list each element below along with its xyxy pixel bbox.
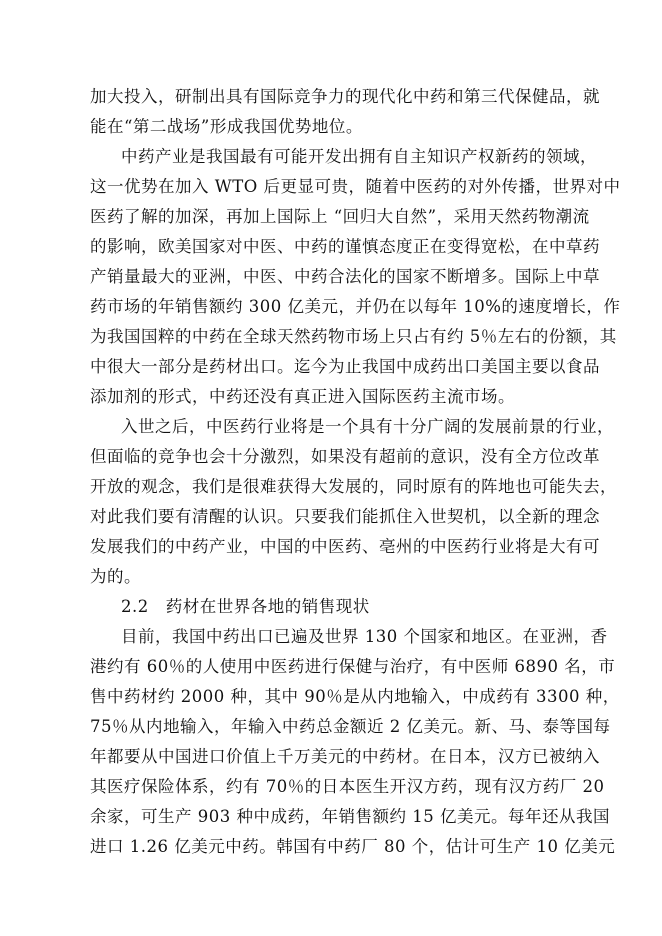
- text-line: 年都要从中国进口价值上千万美元的中药材。在日本，汉方已被纳入: [90, 747, 600, 766]
- text-line: 售中药材约 2000 种，其中 90％是从内地输入，中成药有 3300 种，: [90, 687, 620, 706]
- text-line: 开放的观念，我们是很难获得大发展的，同时原有的阵地也可能失去，: [90, 477, 617, 496]
- text-line: 港约有 60％的人使用中医药进行保健与治疗，有中医师 6890 名，市: [90, 657, 616, 676]
- text-line: 中很大一部分是药材出口。迄今为止我国中成药出口美国主要以食品: [90, 357, 600, 376]
- text-line: 添加剂的形式，中药还没有真正进入国际医药主流市场。: [90, 387, 515, 406]
- text-line: 药市场的年销售额约 300 亿美元，并仍在以每年 10%的速度增长，作: [90, 297, 621, 316]
- text-line: 余家，可生产 903 种中成药，年销售额约 15 亿美元。每年还从我国: [90, 807, 610, 826]
- text-line: 75％从内地输入，年输入中药总金额近 2 亿美元。新、马、泰等国每: [90, 717, 611, 736]
- section-heading: 2.2 药材在世界各地的销售现状: [121, 597, 370, 616]
- text-line: 其医疗保险体系，约有 70％的日本医生开汉方药，现有汉方药厂 20: [90, 777, 605, 796]
- text-line: 这一优势在加入 WTO 后更显可贵，随着中医药的对外传播，世界对中: [90, 177, 621, 196]
- text-line: 为我国国粹的中药在全球天然药物市场上只占有约 5％左右的份额，其: [90, 327, 617, 346]
- text-line: 的影响，欧美国家对中医、中药的谨慎态度正在变得宽松，在中草药: [90, 237, 600, 256]
- text-line: 发展我们的中药产业，中国的中医药、亳州的中医药行业将是大有可: [90, 537, 600, 556]
- text-line: 加大投入，研制出具有国际竞争力的现代化中药和第三代保健品，就: [90, 87, 600, 106]
- text-line: 产销量最大的亚洲，中医、中药合法化的国家不断增多。国际上中草: [90, 267, 600, 286]
- text-line: 目前，我国中药出口已遍及世界 130 个国家和地区。在亚洲，香: [121, 627, 608, 646]
- text-line: 能在“第二战场”形成我国优势地位。: [90, 117, 363, 136]
- text-line: 入世之后，中医药行业将是一个具有十分广阔的发展前景的行业，: [121, 417, 614, 436]
- text-line: 进口 1.26 亿美元中药。韩国有中药厂 80 个，估计可生产 10 亿美元: [90, 837, 616, 856]
- text-line: 医药了解的加深，再加上国际上 “回归大自然”，采用天然药物潮流: [90, 207, 590, 226]
- text-line: 但面临的竞争也会十分激烈，如果没有超前的意识，没有全方位改革: [90, 447, 600, 466]
- text-line: 为的。: [90, 567, 141, 586]
- text-line: 中药产业是我国最有可能开发出拥有自主知识产权新药的领域，: [121, 147, 597, 166]
- text-line: 对此我们要有清醒的认识。只要我们能抓住入世契机，以全新的理念: [90, 507, 600, 526]
